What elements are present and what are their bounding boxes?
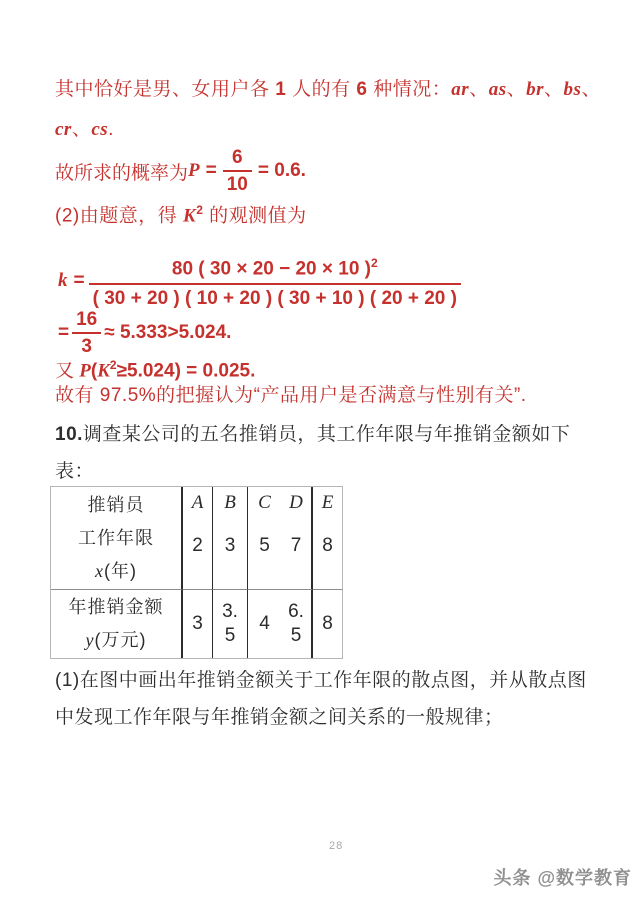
- case-separator: 、: [581, 79, 601, 100]
- table-col-b: [213, 487, 248, 590]
- probability-prefix: 故所求的概率为: [55, 162, 189, 184]
- k-observed-formula: [58, 250, 465, 312]
- variable-x: x: [95, 560, 104, 581]
- case-item: as: [488, 79, 507, 100]
- y-value-A: 3: [192, 613, 203, 634]
- x-value-D: 7: [290, 535, 302, 556]
- table-row2-label-cell: [51, 590, 183, 658]
- fraction-numerator: 6: [223, 146, 252, 172]
- question-10-part1-text: [55, 662, 607, 736]
- k-formula-numerator: [89, 250, 461, 285]
- solution-cases-paragraph: [55, 70, 607, 150]
- row2-label-line2: [86, 624, 147, 657]
- table-cell-y-A: [183, 590, 213, 658]
- case-item: br: [526, 79, 545, 100]
- case-item: cr: [55, 119, 72, 140]
- page-number: 28: [329, 840, 344, 852]
- part2-prefix: (2)由题意，得: [55, 205, 184, 227]
- case-separator: 、: [469, 79, 489, 100]
- col-header-B: B: [224, 492, 236, 513]
- case-item: cs: [91, 119, 109, 140]
- equals-sign: =: [58, 322, 70, 343]
- x-value-C: 5: [259, 535, 270, 556]
- table-cell-y-C: [248, 590, 281, 658]
- col-header-E: E: [321, 492, 334, 513]
- open-paren: (: [90, 360, 98, 382]
- cases-text-seg3: 种情况：: [367, 79, 452, 100]
- variable-P: P: [79, 360, 91, 382]
- fraction-numerator: 16: [72, 308, 101, 334]
- y-unit: (万元): [94, 630, 147, 650]
- part1-line1: (1)在图中画出年推销金额关于工作年限的散点图，并从散点图: [55, 670, 587, 691]
- equals-sign: =: [73, 270, 85, 292]
- bold-number-6: 6: [356, 79, 368, 100]
- fraction-6-10: [223, 146, 252, 196]
- table-row1-label-cell: [51, 487, 183, 590]
- case-item: ar: [451, 79, 470, 100]
- part1-line2: 中发现工作年限与年推销金额之间关系的一般规律；: [55, 707, 504, 728]
- bold-number-1: 1: [275, 79, 287, 100]
- fraction-denominator: 10: [226, 174, 248, 195]
- col-header-D: D: [289, 492, 303, 513]
- numerator-expression: 80 ( 30 × 20 − 20 × 10 ): [171, 258, 372, 280]
- x-value-B: 3: [224, 535, 236, 556]
- case-separator: 、: [506, 79, 527, 100]
- comparison-result: ≈ 5.333>5.024.: [104, 322, 232, 343]
- variable-y: y: [85, 630, 95, 650]
- fraction-16-3: [72, 308, 101, 358]
- table-col-c: [248, 487, 281, 590]
- row2-label-line1: 年推销金额: [68, 597, 164, 617]
- col-header-A: A: [191, 492, 204, 513]
- y-value-D-line1: 6.: [288, 601, 304, 622]
- table-col-a: [183, 487, 213, 590]
- table-cell-y-E: [313, 590, 342, 658]
- data-table: [50, 486, 343, 659]
- k-value-result-line: [58, 308, 231, 358]
- question-10-line2: 表：: [55, 461, 95, 482]
- p-value-line: [55, 352, 255, 384]
- question-10-line1: 调查某公司的五名推销员，其工作年限与年推销金额如下: [82, 424, 571, 445]
- watermark: 头条 @数学教育: [493, 868, 632, 888]
- k-formula-denominator: ( 30 + 20 ) ( 10 + 20 ) ( 30 + 10 ) ( 20 + 20 ): [92, 288, 457, 310]
- case-separator: 、: [544, 79, 564, 100]
- p-value-prefix: 又: [55, 360, 80, 382]
- superscript-2: 2: [109, 358, 117, 372]
- cases-text-seg1: 其中恰好是男、女用户各: [55, 79, 276, 100]
- sentence-period: .: [108, 119, 114, 140]
- y-value-B-line1: 3.: [222, 601, 238, 622]
- table-col-e: [313, 487, 342, 590]
- variable-K: K: [183, 205, 197, 227]
- y-value-B-line2: 5: [224, 625, 236, 646]
- probability-line: [55, 146, 306, 196]
- superscript-2: 2: [196, 203, 204, 217]
- table-col-d: [281, 487, 313, 590]
- y-value-D-line2: 5: [290, 625, 302, 646]
- row1-label-line3: [95, 555, 137, 588]
- variable-P: P: [188, 160, 200, 181]
- table-cell-y-B: [213, 590, 248, 658]
- part2-suffix: 的观测值为: [203, 205, 307, 227]
- variable-k: k: [58, 270, 68, 292]
- variable-K: K: [97, 360, 110, 382]
- y-value-C: 4: [259, 613, 270, 634]
- question-10-text: [55, 416, 607, 490]
- x-unit: (年): [104, 560, 137, 581]
- question-number: 10.: [55, 424, 83, 445]
- x-value-E: 8: [322, 535, 333, 556]
- row1-label-line1: 推销员: [87, 494, 145, 515]
- table-cell-y-D: [281, 590, 313, 658]
- cases-text-seg2: 人的有: [286, 79, 357, 100]
- superscript-2: 2: [371, 256, 378, 270]
- case-separator: 、: [71, 119, 92, 140]
- p-value-result: ≥5.024) = 0.025.: [116, 360, 256, 382]
- part2-intro-line: [55, 197, 307, 229]
- row1-label-line2: 工作年限: [78, 527, 154, 548]
- k-formula-fraction: [89, 250, 461, 312]
- conclusion-line: 故有 97.5%的把握认为“产品用户是否满意与性别有关”.: [55, 385, 527, 406]
- col-header-C: C: [258, 492, 271, 513]
- probability-result: = 0.6.: [257, 160, 306, 181]
- equals-sign: =: [205, 160, 217, 181]
- fraction-denominator: 3: [81, 336, 92, 357]
- case-item: bs: [563, 79, 582, 100]
- x-value-A: 2: [192, 535, 203, 556]
- y-value-E: 8: [322, 613, 333, 634]
